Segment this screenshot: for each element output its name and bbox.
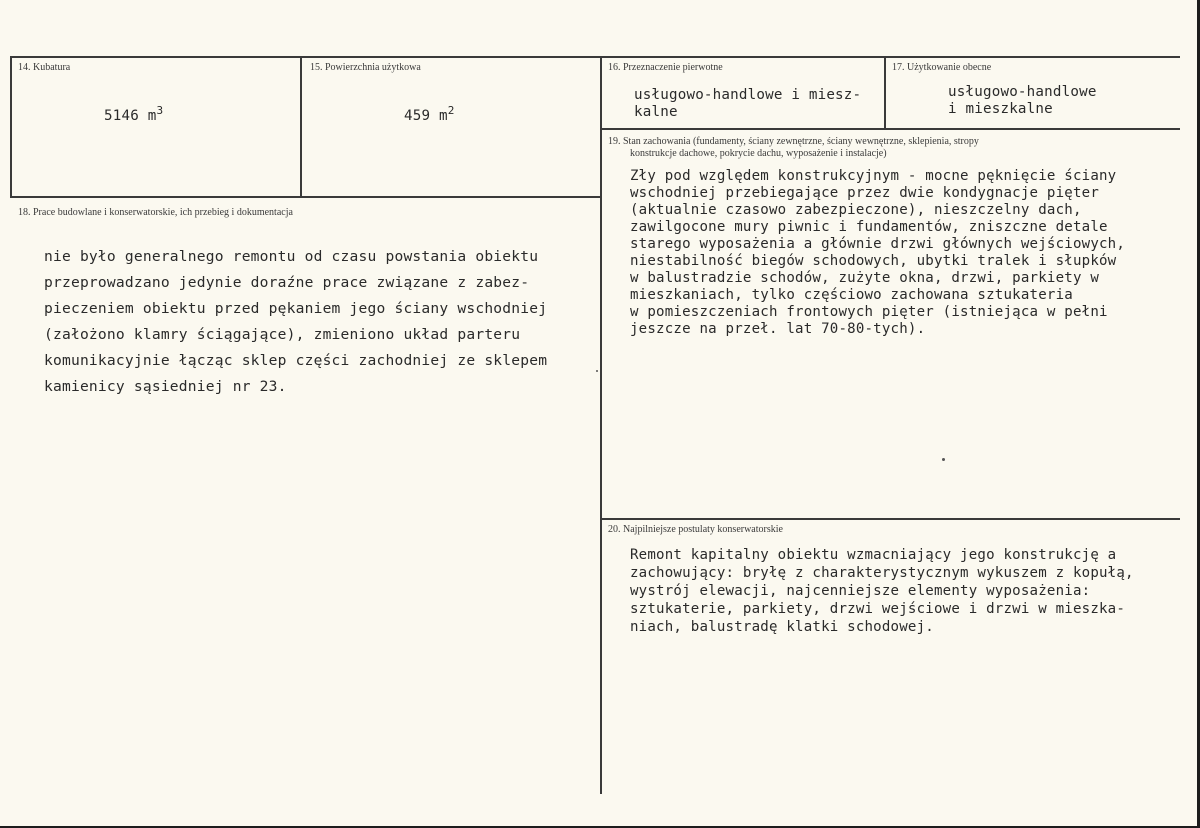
field-17-value xyxy=(948,84,1097,118)
row1-bottom-rule-left xyxy=(10,196,600,198)
section20-top-rule xyxy=(600,518,1180,520)
field-18-line: kamienicy sąsiedniej nr 23. xyxy=(44,378,287,395)
field-20-value xyxy=(630,546,1134,636)
field-18-label: 18. Prace budowlane i konserwatorskie, ich przebieg i dokumentacja xyxy=(18,207,293,218)
field-18-value xyxy=(44,244,547,400)
field-20-line: sztukaterie, parkiety, drzwi wejściowe i drzwi w mieszka- xyxy=(630,601,1126,617)
field-20-line: zachowujący: bryłę z charakterystycznym wykuszem z kopułą, xyxy=(630,565,1134,581)
field-19-line: starego wyposażenia a głównie drzwi głównych wejściowych, xyxy=(630,236,1126,252)
field-15-value xyxy=(404,104,455,125)
field-18-line: nie było generalnego remontu od czasu powstania obiektu xyxy=(44,248,539,265)
field-19-label-line2: konstrukcje dachowe, pokrycie dachu, wyposażenie i instalacje) xyxy=(630,148,887,159)
field-14-label: 14. Kubatura xyxy=(18,62,71,73)
field-14-exponent: 3 xyxy=(156,104,164,117)
field-14-number: 5146 m xyxy=(104,108,157,124)
field-19-line: jeszcze na przeł. lat 70-80-tych). xyxy=(630,321,926,337)
field-14-value xyxy=(104,104,164,125)
field-16-line: usługowo-handlowe i miesz- xyxy=(634,87,862,103)
field-15-exponent: 2 xyxy=(447,104,455,117)
top-rule xyxy=(10,56,1180,58)
field-20-line: Remont kapitalny obiektu wzmacniający jego konstrukcję a xyxy=(630,547,1117,563)
field-18-line: przeprowadzano jedynie doraźne prace związane z zabez- xyxy=(44,274,530,291)
row1-bottom-rule-right xyxy=(600,128,1180,130)
field-18-line: pieczeniem obiektu przed pękaniem jego ściany wschodniej xyxy=(44,300,548,317)
field-15-number: 459 m xyxy=(404,108,448,124)
field-16-line: kalne xyxy=(634,104,678,120)
field-19-label-line1: 19. Stan zachowania (fundamenty, ściany zewnętrzne, ściany wewnętrzne, sklepienia, stropy xyxy=(608,136,979,147)
field-19-line: wschodniej przebiegające przez dwie kondygnacje pięter xyxy=(630,185,1099,201)
divider-16-17 xyxy=(884,56,886,129)
field-15-label: 15. Powierzchnia użytkowa xyxy=(310,62,421,73)
field-20-line: niach, balustradę klatki schodowej. xyxy=(630,619,934,635)
left-border xyxy=(10,56,12,197)
field-19-line: w balustradzie schodów, zużyte okna, drzwi, parkiety w xyxy=(630,270,1099,286)
field-16-label: 16. Przeznaczenie pierwotne xyxy=(608,62,723,73)
field-19-line: mieszkaniach, tylko częściowo zachowana sztukateria xyxy=(630,287,1073,303)
scan-speck xyxy=(942,458,945,461)
field-19-label xyxy=(608,136,979,160)
field-17-label: 17. Użytkowanie obecne xyxy=(892,62,992,73)
center-divider xyxy=(600,56,602,794)
field-16-value xyxy=(634,87,861,121)
field-20-label: 20. Najpilniejsze postulaty konserwatorskie xyxy=(608,524,783,535)
divider-14-15 xyxy=(300,56,302,197)
field-17-line: usługowo-handlowe xyxy=(948,84,1097,100)
field-20-line: wystrój elewacji, najcenniejsze elementy wyposażenia: xyxy=(630,583,1091,599)
field-18-line: komunikacyjnie łącząc sklep części zachodniej ze sklepem xyxy=(44,352,548,369)
scan-speck xyxy=(596,370,598,372)
field-19-line: w pomieszczeniach frontowych pięter (istniejąca w pełni xyxy=(630,304,1108,320)
field-19-value xyxy=(630,168,1125,338)
field-19-line: (aktualnie czasowo zabezpieczone), nieszczelny dach, xyxy=(630,202,1082,218)
field-19-line: zawilgocone mury piwnic i fundamentów, zniszczne detale xyxy=(630,219,1108,235)
field-19-line: niestabilność biegów schodowych, ubytki tralek i słupków xyxy=(630,253,1117,269)
field-19-line: Zły pod względem konstrukcyjnym - mocne pęknięcie ściany xyxy=(630,168,1117,184)
field-18-line: (założono klamry ściągające), zmieniono układ parteru xyxy=(44,326,521,343)
field-17-line: i mieszkalne xyxy=(948,101,1053,117)
